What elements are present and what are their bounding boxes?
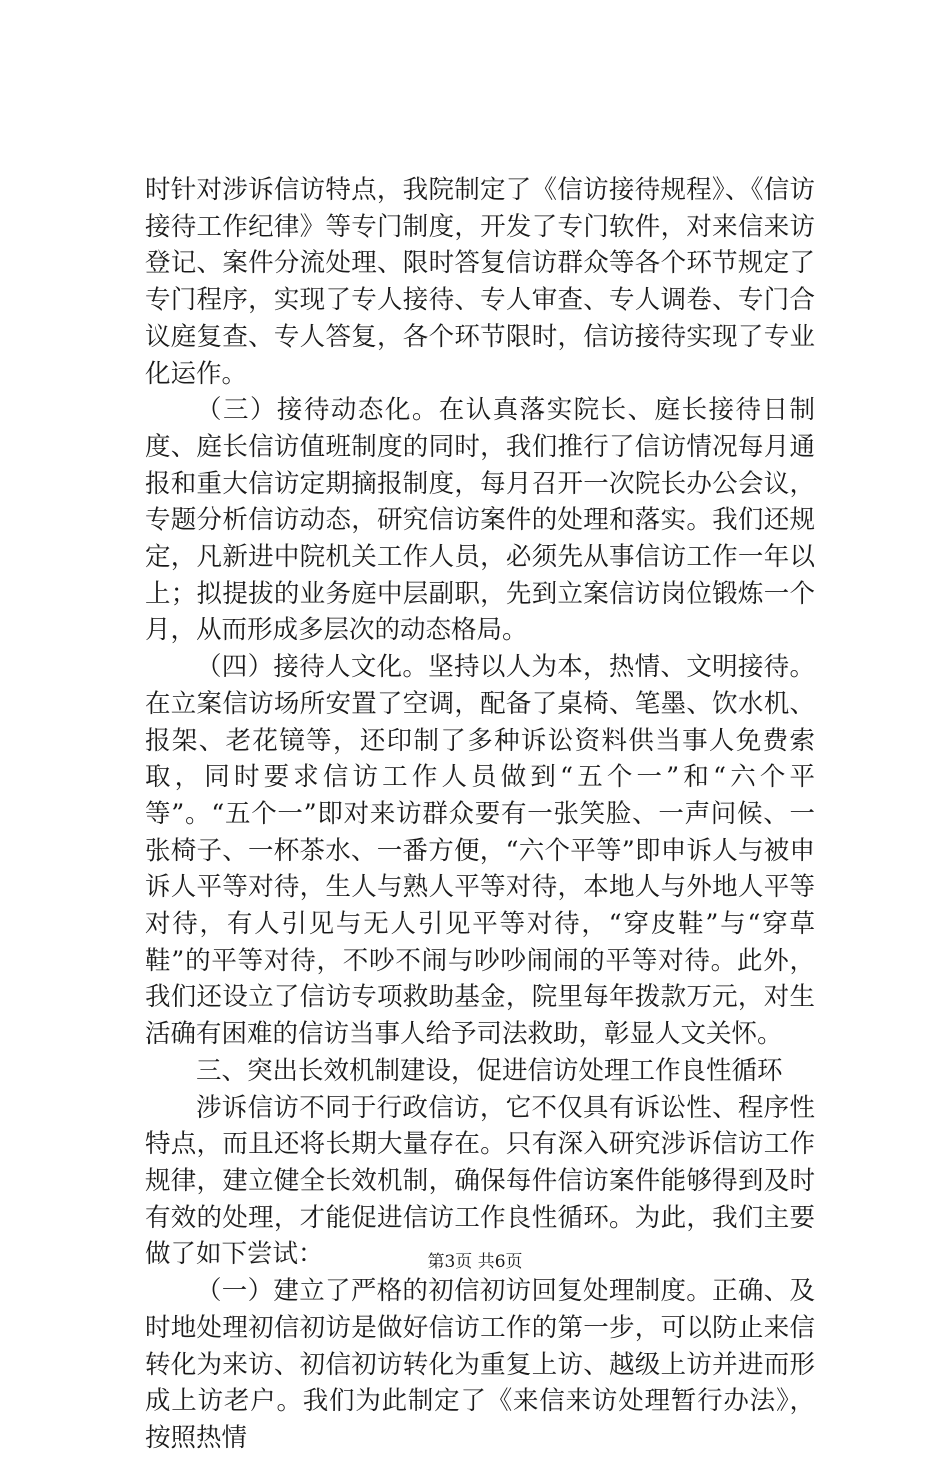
paragraph-subsection-1: （一）建立了严格的初信初访回复处理制度。正确、及时地处理初信初访是做好信访工作的第一步，可以防止来信转化为来访、初信初访转化为重复上访、越级上访并进而形成上访老户。我们为此制定了《来信来访处理暂行办法》，按照热情 [145, 1276, 815, 1453]
paragraph-section-4: （四）接待人文化。坚持以人为本，热情、文明接待。在立案信访场所安置了空调，配备了桌椅、笔墨、饮水机、报架、老花镜等，还印制了多种诉讼资料供当事人免费索取，同时要求信访工作人员做到“五个一”和“六个平等”。“五个一”即对来访群众要有一张笑脸、一声问候、一张椅子、一杯茶水、一番方便，“六个平等”即申诉人与被申诉人平等对待，生人与熟人平等对待，本地人与外地人平等对待，有人引见与无人引见平等对待，“穿皮鞋”与“穿草鞋”的平等对待，不吵不闹与吵吵闹闹的平等对待。此外，我们还设立了信访专项救助基金，院里每年拨款万元，对生活确有困难的信访当事人给予司法救助，彰显人文关怀。 [145, 652, 815, 1050]
section-heading: 三、突出长效机制建设，促进信访处理工作良性循环 [196, 1055, 783, 1086]
paragraph-intro: 涉诉信访不同于行政信访，它不仅具有诉讼性、程序性特点，而且还将长期大量存在。只有深入研究涉诉信访工作规律，建立健全长效机制，确保每件信访案件能够得到及时有效的处理，才能促进信访工作良性循环。为此，我们主要做了如下尝试： [145, 1092, 815, 1270]
page-footer: 第3页 共6页 [427, 1252, 523, 1272]
paragraph-continuation: 时针对涉诉信访特点，我院制定了《信访接待规程》、《信访接待工作纪律》等专门制度，开发了专门软件，对来信来访登记、案件分流处理、限时答复信访群众等各个环节规定了专门程序，实现了专人接待、专人审查、专人调卷、专门合议庭复查、专人答复，各个环节限时，信访接待实现了专业化运作。 [145, 175, 815, 389]
paragraph-section-3: （三）接待动态化。在认真落实院长、庭长接待日制度、庭长信访值班制度的同时，我们推行了信访情况每月通报和重大信访定期摘报制度，每月召开一次院长办公会议，专题分析信访动态，研究信访案件的处理和落实。我们还规定，凡新进中院机关工作人员，必须先从事信访工作一年以上；拟提拔的业务庭中层副职，先到立案信访岗位锻炼一个月，从而形成多层次的动态格局。 [145, 395, 815, 646]
